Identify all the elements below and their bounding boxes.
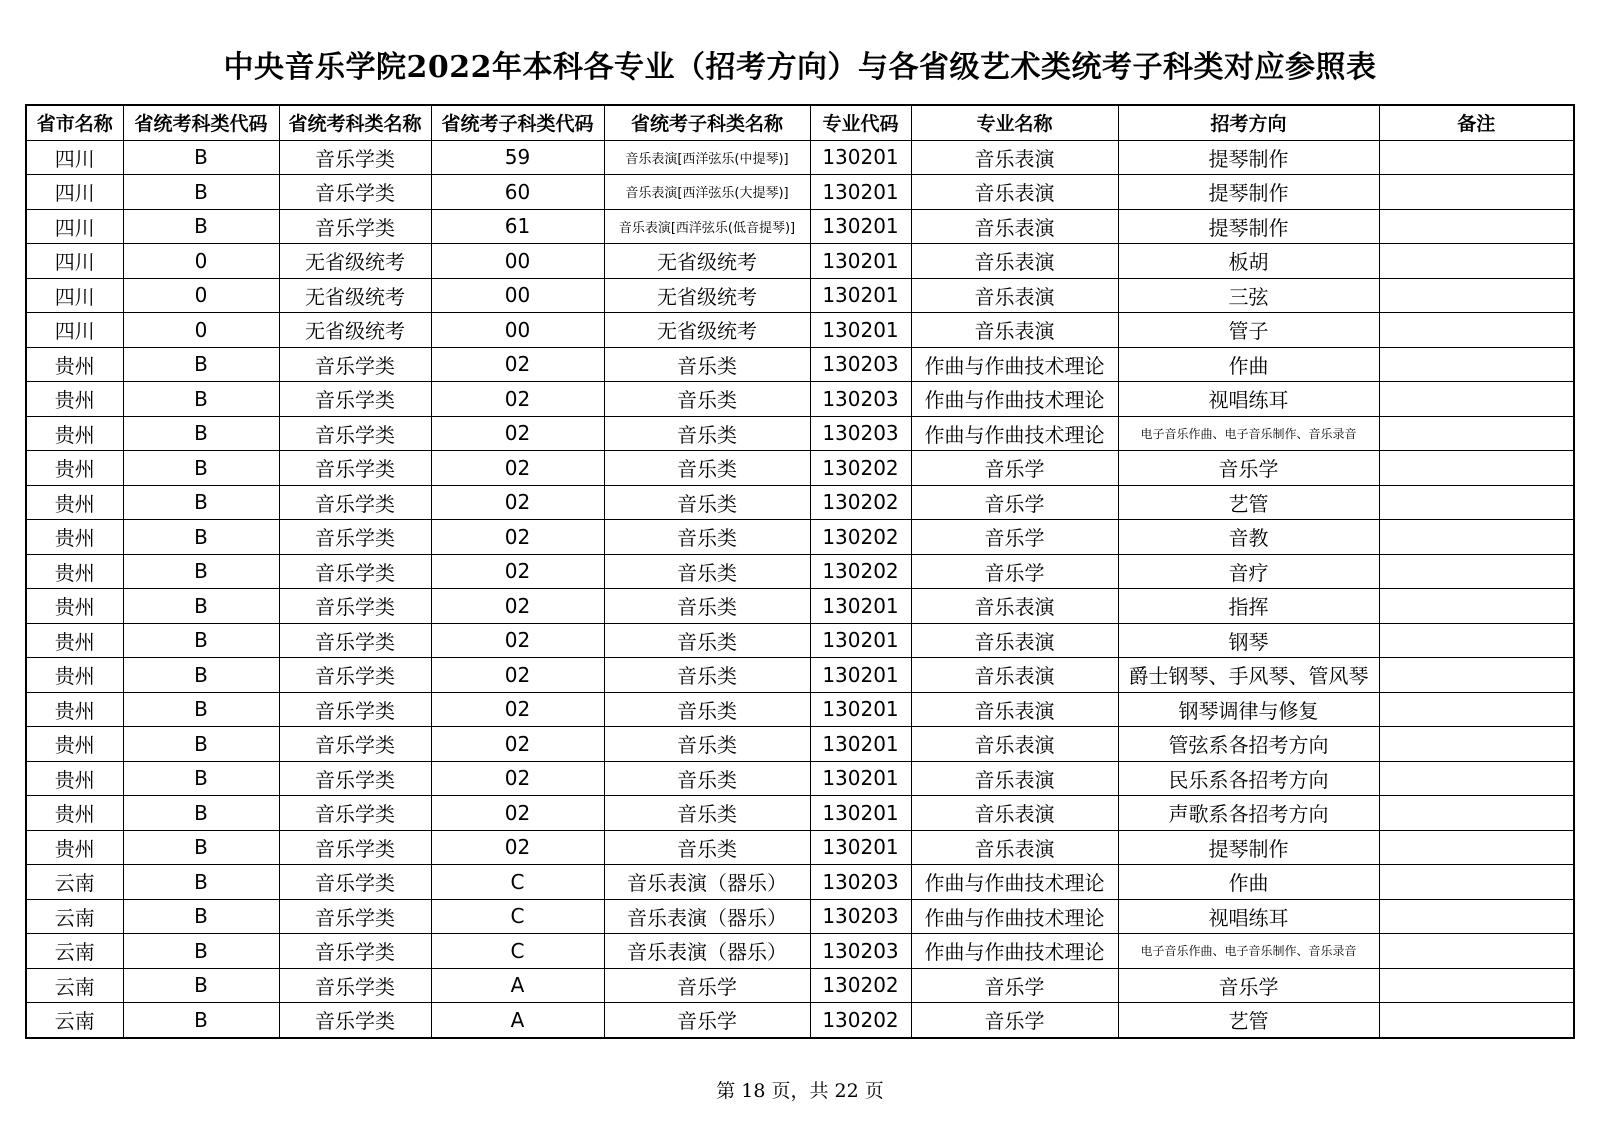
province-cell: 贵州 (26, 761, 123, 796)
reference-table (25, 104, 1575, 1039)
exam-name-cell: 音乐学类 (279, 658, 431, 693)
exam-name-cell: 音乐学类 (279, 209, 431, 244)
note-cell (1379, 209, 1574, 244)
exam-name-cell: 音乐学类 (279, 899, 431, 934)
note-cell (1379, 554, 1574, 589)
major-name-cell: 音乐表演 (911, 796, 1118, 831)
sub-code-cell: C (431, 865, 604, 900)
exam-code-cell: B (123, 347, 279, 382)
note-cell (1379, 313, 1574, 348)
exam-code-cell: B (123, 934, 279, 969)
sub-code-cell: 02 (431, 416, 604, 451)
major-name-cell: 音乐表演 (911, 175, 1118, 210)
direction-cell: 三弦 (1118, 278, 1379, 313)
note-cell (1379, 485, 1574, 520)
major-code-cell: 130201 (810, 623, 911, 658)
sub-code-cell: 02 (431, 692, 604, 727)
major-name-cell: 音乐学 (911, 485, 1118, 520)
exam-code-cell: B (123, 485, 279, 520)
note-cell (1379, 244, 1574, 279)
table-row (26, 1003, 1574, 1038)
direction-cell: 视唱练耳 (1118, 899, 1379, 934)
exam-code-cell: B (123, 382, 279, 417)
exam-name-cell: 音乐学类 (279, 692, 431, 727)
table-row (26, 520, 1574, 555)
exam-code-cell: B (123, 692, 279, 727)
header-cell: 省统考科类名称 (279, 105, 431, 140)
table-row (26, 451, 1574, 486)
header-cell: 省统考子科类代码 (431, 105, 604, 140)
exam-code-cell: B (123, 554, 279, 589)
table-row (26, 968, 1574, 1003)
major-code-cell: 130203 (810, 934, 911, 969)
exam-code-cell: B (123, 451, 279, 486)
sub-name-cell: 音乐类 (604, 830, 810, 865)
header-cell: 省统考子科类名称 (604, 105, 810, 140)
exam-name-cell: 音乐学类 (279, 865, 431, 900)
sub-code-cell: 61 (431, 209, 604, 244)
exam-name-cell: 音乐学类 (279, 1003, 431, 1038)
province-cell: 四川 (26, 313, 123, 348)
note-cell (1379, 899, 1574, 934)
province-cell: 贵州 (26, 658, 123, 693)
note-cell (1379, 175, 1574, 210)
exam-name-cell: 音乐学类 (279, 485, 431, 520)
major-code-cell: 130201 (810, 175, 911, 210)
major-code-cell: 130201 (810, 589, 911, 624)
direction-cell: 音疗 (1118, 554, 1379, 589)
exam-code-cell: B (123, 727, 279, 762)
note-cell (1379, 692, 1574, 727)
major-name-cell: 音乐学 (911, 520, 1118, 555)
sub-code-cell: 02 (431, 623, 604, 658)
table-row (26, 382, 1574, 417)
sub-code-cell: 02 (431, 589, 604, 624)
table-row (26, 692, 1574, 727)
exam-name-cell: 音乐学类 (279, 589, 431, 624)
province-cell: 云南 (26, 968, 123, 1003)
province-cell: 贵州 (26, 589, 123, 624)
exam-code-cell: B (123, 796, 279, 831)
sub-name-cell: 音乐类 (604, 623, 810, 658)
note-cell (1379, 727, 1574, 762)
table-row (26, 416, 1574, 451)
table-row (26, 313, 1574, 348)
direction-cell: 钢琴调律与修复 (1118, 692, 1379, 727)
table-row (26, 278, 1574, 313)
note-cell (1379, 382, 1574, 417)
direction-cell: 爵士钢琴、手风琴、管风琴 (1118, 658, 1379, 693)
province-cell: 贵州 (26, 520, 123, 555)
major-name-cell: 作曲与作曲技术理论 (911, 347, 1118, 382)
note-cell (1379, 761, 1574, 796)
table-row (26, 244, 1574, 279)
sub-code-cell: 02 (431, 382, 604, 417)
note-cell (1379, 451, 1574, 486)
direction-cell: 音乐学 (1118, 968, 1379, 1003)
direction-cell: 提琴制作 (1118, 209, 1379, 244)
sub-code-cell: 02 (431, 796, 604, 831)
direction-cell: 提琴制作 (1118, 175, 1379, 210)
province-cell: 贵州 (26, 796, 123, 831)
province-cell: 贵州 (26, 554, 123, 589)
table-body (26, 140, 1574, 1038)
sub-name-cell: 音乐类 (604, 382, 810, 417)
major-code-cell: 130201 (810, 244, 911, 279)
table-row (26, 934, 1574, 969)
direction-cell: 钢琴 (1118, 623, 1379, 658)
sub-code-cell: 02 (431, 451, 604, 486)
exam-name-cell: 音乐学类 (279, 796, 431, 831)
major-name-cell: 音乐表演 (911, 658, 1118, 693)
major-code-cell: 130201 (810, 209, 911, 244)
sub-name-cell: 无省级统考 (604, 244, 810, 279)
sub-name-cell: 音乐类 (604, 347, 810, 382)
table-row (26, 554, 1574, 589)
sub-code-cell: 02 (431, 830, 604, 865)
sub-code-cell: 02 (431, 520, 604, 555)
direction-cell: 电子音乐作曲、电子音乐制作、音乐录音 (1118, 934, 1379, 969)
major-code-cell: 130201 (810, 761, 911, 796)
exam-name-cell: 音乐学类 (279, 140, 431, 175)
direction-cell: 作曲 (1118, 865, 1379, 900)
province-cell: 云南 (26, 1003, 123, 1038)
note-cell (1379, 1003, 1574, 1038)
sub-name-cell: 音乐类 (604, 761, 810, 796)
province-cell: 贵州 (26, 382, 123, 417)
province-cell: 四川 (26, 278, 123, 313)
exam-name-cell: 音乐学类 (279, 451, 431, 486)
major-name-cell: 音乐表演 (911, 761, 1118, 796)
table-row (26, 209, 1574, 244)
table-row (26, 658, 1574, 693)
province-cell: 云南 (26, 899, 123, 934)
exam-code-cell: 0 (123, 278, 279, 313)
exam-code-cell: B (123, 1003, 279, 1038)
note-cell (1379, 347, 1574, 382)
major-code-cell: 130201 (810, 830, 911, 865)
sub-code-cell: A (431, 1003, 604, 1038)
sub-code-cell: 02 (431, 658, 604, 693)
table-row (26, 830, 1574, 865)
direction-cell: 声歌系各招考方向 (1118, 796, 1379, 831)
sub-code-cell: 00 (431, 278, 604, 313)
major-code-cell: 130201 (810, 658, 911, 693)
province-cell: 四川 (26, 244, 123, 279)
sub-code-cell: 02 (431, 485, 604, 520)
exam-code-cell: B (123, 140, 279, 175)
exam-name-cell: 音乐学类 (279, 416, 431, 451)
exam-code-cell: B (123, 761, 279, 796)
exam-name-cell: 音乐学类 (279, 623, 431, 658)
header-cell: 省统考科类代码 (123, 105, 279, 140)
major-name-cell: 音乐表演 (911, 830, 1118, 865)
sub-name-cell: 音乐类 (604, 485, 810, 520)
sub-code-cell: C (431, 934, 604, 969)
table-row (26, 175, 1574, 210)
sub-name-cell: 音乐类 (604, 520, 810, 555)
direction-cell: 视唱练耳 (1118, 382, 1379, 417)
province-cell: 贵州 (26, 485, 123, 520)
major-name-cell: 作曲与作曲技术理论 (911, 899, 1118, 934)
major-name-cell: 作曲与作曲技术理论 (911, 865, 1118, 900)
sub-code-cell: 00 (431, 244, 604, 279)
exam-code-cell: B (123, 899, 279, 934)
major-name-cell: 作曲与作曲技术理论 (911, 416, 1118, 451)
sub-name-cell: 无省级统考 (604, 278, 810, 313)
note-cell (1379, 520, 1574, 555)
sub-code-cell: 00 (431, 313, 604, 348)
sub-name-cell: 音乐类 (604, 451, 810, 486)
sub-name-cell: 音乐表演（器乐） (604, 865, 810, 900)
sub-code-cell: 59 (431, 140, 604, 175)
table-row (26, 140, 1574, 175)
major-code-cell: 130201 (810, 313, 911, 348)
exam-name-cell: 音乐学类 (279, 934, 431, 969)
major-code-cell: 130202 (810, 1003, 911, 1038)
major-name-cell: 音乐表演 (911, 140, 1118, 175)
exam-code-cell: B (123, 175, 279, 210)
province-cell: 云南 (26, 934, 123, 969)
major-name-cell: 作曲与作曲技术理论 (911, 382, 1118, 417)
major-code-cell: 130201 (810, 278, 911, 313)
major-name-cell: 音乐学 (911, 968, 1118, 1003)
province-cell: 云南 (26, 865, 123, 900)
exam-name-cell: 音乐学类 (279, 175, 431, 210)
sub-code-cell: C (431, 899, 604, 934)
note-cell (1379, 968, 1574, 1003)
major-name-cell: 作曲与作曲技术理论 (911, 934, 1118, 969)
exam-name-cell: 音乐学类 (279, 554, 431, 589)
sub-name-cell: 音乐学 (604, 1003, 810, 1038)
major-code-cell: 130203 (810, 382, 911, 417)
table-row (26, 485, 1574, 520)
major-code-cell: 130202 (810, 968, 911, 1003)
note-cell (1379, 658, 1574, 693)
sub-code-cell: 02 (431, 727, 604, 762)
exam-code-cell: B (123, 209, 279, 244)
exam-name-cell: 无省级统考 (279, 244, 431, 279)
major-name-cell: 音乐表演 (911, 244, 1118, 279)
exam-code-cell: B (123, 865, 279, 900)
province-cell: 贵州 (26, 416, 123, 451)
direction-cell: 音乐学 (1118, 451, 1379, 486)
sub-name-cell: 音乐表演[西洋弦乐(大提琴)] (604, 175, 810, 210)
table-row (26, 347, 1574, 382)
exam-name-cell: 无省级统考 (279, 313, 431, 348)
direction-cell: 作曲 (1118, 347, 1379, 382)
major-name-cell: 音乐学 (911, 451, 1118, 486)
note-cell (1379, 830, 1574, 865)
direction-cell: 音教 (1118, 520, 1379, 555)
table-row (26, 761, 1574, 796)
major-code-cell: 130203 (810, 899, 911, 934)
sub-code-cell: 02 (431, 347, 604, 382)
major-name-cell: 音乐表演 (911, 313, 1118, 348)
sub-code-cell: 02 (431, 761, 604, 796)
major-code-cell: 130203 (810, 416, 911, 451)
province-cell: 四川 (26, 209, 123, 244)
major-name-cell: 音乐表演 (911, 278, 1118, 313)
major-code-cell: 130201 (810, 140, 911, 175)
table-row (26, 899, 1574, 934)
major-name-cell: 音乐表演 (911, 623, 1118, 658)
direction-cell: 提琴制作 (1118, 140, 1379, 175)
header-cell: 专业名称 (911, 105, 1118, 140)
major-name-cell: 音乐表演 (911, 727, 1118, 762)
exam-name-cell: 音乐学类 (279, 761, 431, 796)
direction-cell: 指挥 (1118, 589, 1379, 624)
exam-name-cell: 音乐学类 (279, 830, 431, 865)
exam-name-cell: 音乐学类 (279, 347, 431, 382)
table-row (26, 727, 1574, 762)
sub-name-cell: 音乐表演（器乐） (604, 934, 810, 969)
sub-name-cell: 音乐类 (604, 727, 810, 762)
note-cell (1379, 865, 1574, 900)
direction-cell: 艺管 (1118, 1003, 1379, 1038)
sub-name-cell: 音乐类 (604, 692, 810, 727)
note-cell (1379, 416, 1574, 451)
note-cell (1379, 140, 1574, 175)
header-cell: 专业代码 (810, 105, 911, 140)
exam-code-cell: B (123, 589, 279, 624)
direction-cell: 艺管 (1118, 485, 1379, 520)
exam-code-cell: B (123, 968, 279, 1003)
page-footer: 第 18 页，共 22 页 (716, 1080, 884, 1102)
sub-name-cell: 音乐表演（器乐） (604, 899, 810, 934)
major-code-cell: 130202 (810, 451, 911, 486)
header-cell: 省市名称 (26, 105, 123, 140)
exam-name-cell: 音乐学类 (279, 727, 431, 762)
exam-name-cell: 音乐学类 (279, 968, 431, 1003)
direction-cell: 管弦系各招考方向 (1118, 727, 1379, 762)
major-code-cell: 130202 (810, 485, 911, 520)
exam-code-cell: B (123, 658, 279, 693)
sub-name-cell: 音乐类 (604, 554, 810, 589)
exam-code-cell: B (123, 623, 279, 658)
table-row (26, 589, 1574, 624)
sub-name-cell: 音乐类 (604, 658, 810, 693)
table-row (26, 796, 1574, 831)
sub-name-cell: 音乐表演[西洋弦乐(中提琴)] (604, 140, 810, 175)
major-code-cell: 130202 (810, 520, 911, 555)
major-name-cell: 音乐表演 (911, 209, 1118, 244)
province-cell: 贵州 (26, 692, 123, 727)
sub-name-cell: 音乐类 (604, 796, 810, 831)
note-cell (1379, 623, 1574, 658)
major-code-cell: 130201 (810, 796, 911, 831)
exam-name-cell: 音乐学类 (279, 520, 431, 555)
exam-code-cell: B (123, 416, 279, 451)
header-cell: 招考方向 (1118, 105, 1379, 140)
major-name-cell: 音乐学 (911, 554, 1118, 589)
exam-code-cell: B (123, 830, 279, 865)
major-code-cell: 130201 (810, 692, 911, 727)
table-row (26, 623, 1574, 658)
major-code-cell: 130201 (810, 727, 911, 762)
sub-code-cell: 02 (431, 554, 604, 589)
major-code-cell: 130203 (810, 865, 911, 900)
province-cell: 贵州 (26, 727, 123, 762)
note-cell (1379, 589, 1574, 624)
sub-code-cell: 60 (431, 175, 604, 210)
province-cell: 贵州 (26, 830, 123, 865)
header-row (26, 105, 1574, 140)
direction-cell: 板胡 (1118, 244, 1379, 279)
province-cell: 贵州 (26, 451, 123, 486)
major-name-cell: 音乐表演 (911, 589, 1118, 624)
sub-name-cell: 音乐类 (604, 589, 810, 624)
exam-code-cell: 0 (123, 244, 279, 279)
exam-name-cell: 音乐学类 (279, 382, 431, 417)
direction-cell: 电子音乐作曲、电子音乐制作、音乐录音 (1118, 416, 1379, 451)
sub-name-cell: 无省级统考 (604, 313, 810, 348)
province-cell: 贵州 (26, 623, 123, 658)
exam-code-cell: 0 (123, 313, 279, 348)
major-name-cell: 音乐表演 (911, 692, 1118, 727)
exam-code-cell: B (123, 520, 279, 555)
province-cell: 四川 (26, 140, 123, 175)
sub-code-cell: A (431, 968, 604, 1003)
sub-name-cell: 音乐学 (604, 968, 810, 1003)
major-name-cell: 音乐学 (911, 1003, 1118, 1038)
table-row (26, 865, 1574, 900)
major-code-cell: 130203 (810, 347, 911, 382)
major-code-cell: 130202 (810, 554, 911, 589)
note-cell (1379, 796, 1574, 831)
page-title: 中央音乐学院2022年本科各专业（招考方向）与各省级艺术类统考子科类对应参照表 (223, 50, 1377, 85)
note-cell (1379, 934, 1574, 969)
province-cell: 四川 (26, 175, 123, 210)
direction-cell: 提琴制作 (1118, 830, 1379, 865)
province-cell: 贵州 (26, 347, 123, 382)
note-cell (1379, 278, 1574, 313)
exam-name-cell: 无省级统考 (279, 278, 431, 313)
direction-cell: 民乐系各招考方向 (1118, 761, 1379, 796)
direction-cell: 管子 (1118, 313, 1379, 348)
sub-name-cell: 音乐表演[西洋弦乐(低音提琴)] (604, 209, 810, 244)
sub-name-cell: 音乐类 (604, 416, 810, 451)
header-cell: 备注 (1379, 105, 1574, 140)
